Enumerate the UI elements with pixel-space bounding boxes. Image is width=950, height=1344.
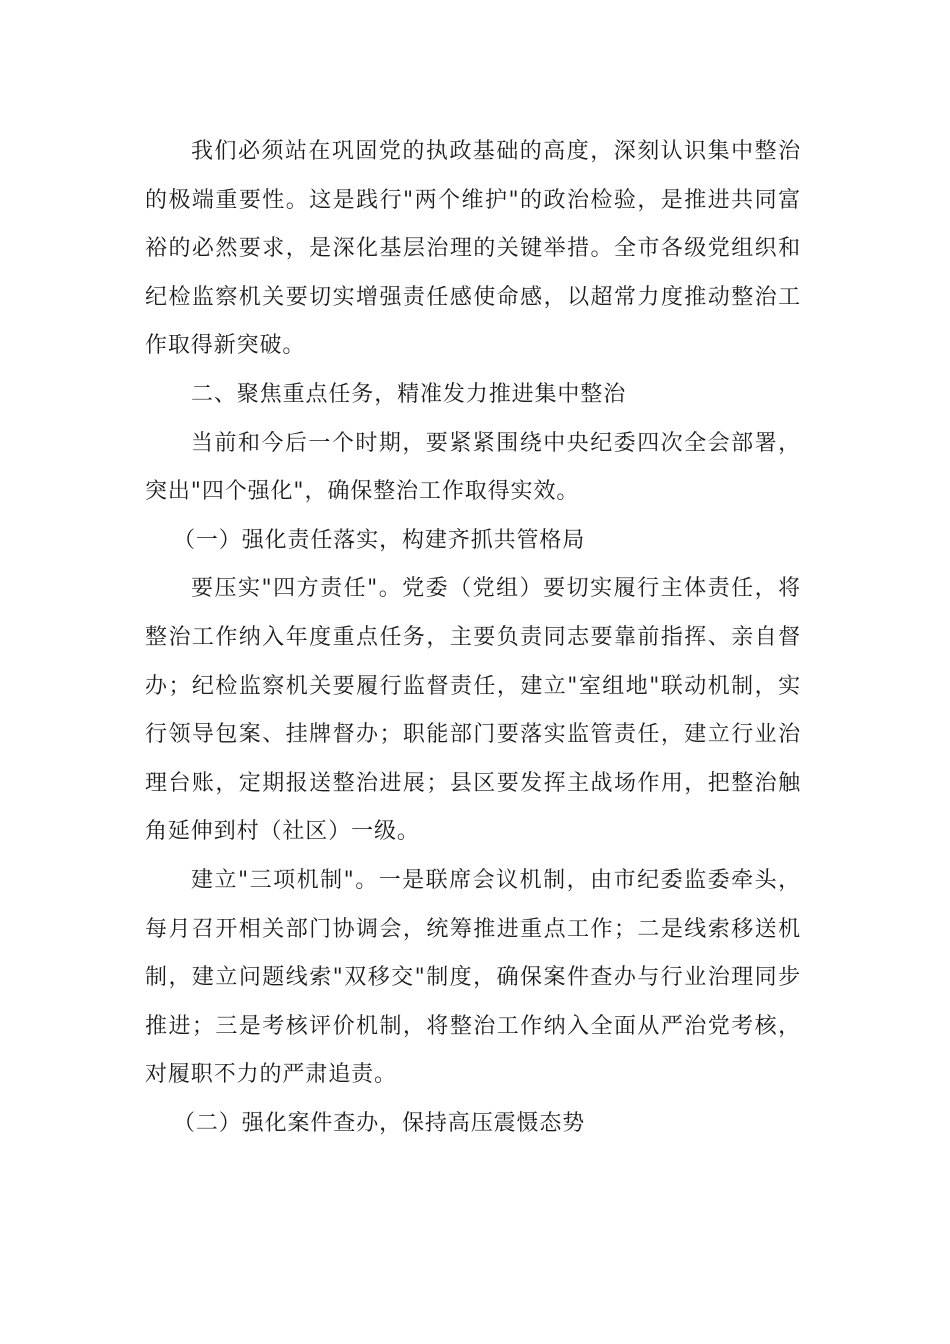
paragraph-section-intro: 当前和今后一个时期，要紧紧围绕中央纪委四次全会部署，突出"四个强化"，确保整治工作取得实效。 xyxy=(145,430,801,505)
subsection-heading-2: （二）强化案件查办，保持高压震慑态势 xyxy=(173,1110,586,1136)
subsection-heading-1: （一）强化责任落实，构建齐抓共管格局 xyxy=(173,527,586,553)
section-heading-2: 二、聚焦重点任务，精准发力推进集中整治 xyxy=(191,381,627,407)
paragraph-three-mechanisms: 建立"三项机制"。一是联席会议机制，由市纪委监委牵头，每月召开相关部门协调会，统筹推进重点工作；二是线索移送机制，建立问题线索"双移交"制度，确保案件查办与行业治理同步推进；三是考核评价机制，将整治工作纳入全面从严治党考核，对履职不力的严肃追责。 xyxy=(145,867,801,1088)
paragraph-four-responsibilities: 要压实"四方责任"。党委（党组）要切实履行主体责任，将整治工作纳入年度重点任务，主要负责同志要靠前指挥、亲自督办；纪检监察机关要履行监督责任，建立"室组地"联动机制，实行领导包案、挂牌督办；职能部门要落实监管责任，建立行业治理台账，定期报送整治进展；县区要发挥主战场作用，把整治触角延伸到村（社区）一级。 xyxy=(145,576,801,845)
document-body xyxy=(145,128,801,1148)
paragraph-importance: 我们必须站在巩固党的执政基础的高度，深刻认识集中整治的极端重要性。这是践行"两个维护"的政治检验，是推进共同富裕的必然要求，是深化基层治理的关键举措。全市各级党组织和纪检监察机关要切实增强责任感使命感，以超常力度推动整治工作取得新突破。 xyxy=(145,139,801,359)
